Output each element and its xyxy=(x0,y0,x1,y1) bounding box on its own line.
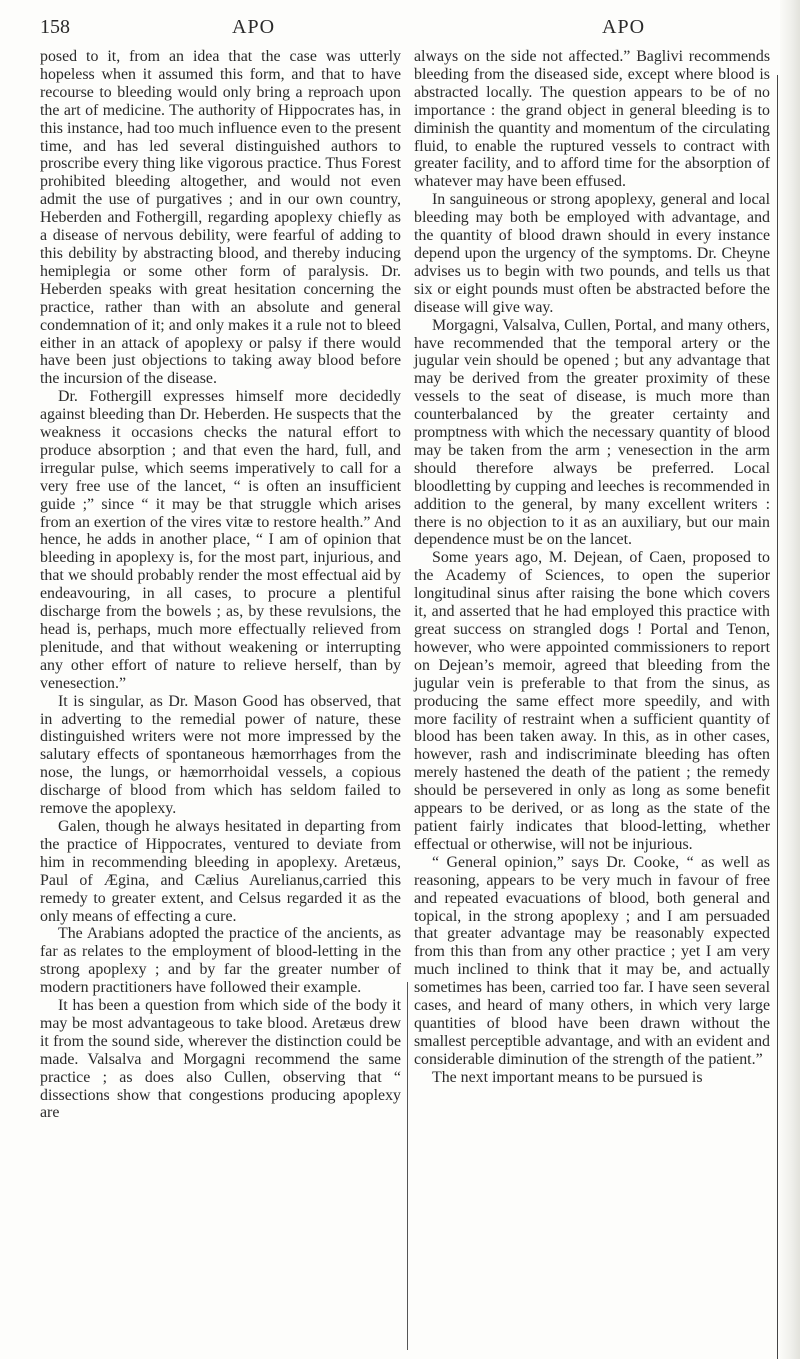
running-head-right: APO xyxy=(602,16,646,38)
right-column xyxy=(414,48,770,1087)
left-column xyxy=(40,48,401,1122)
column-divider xyxy=(407,982,408,1350)
paragraph: posed to it, from an idea that the case was utterly hopeless when it assumed this form, and that to have recourse to bleeding would only bring a reproach upon the art of medicine. The authority of Hippocrates has, in this instance, had too much influence even to the present time, and has led several distinguished authors to proscribe every thing like vigorous practice. Thus Forest prohibited bleeding altogether, and would not even admit the use of purgatives ; and in our own country, Heberden and Fothergill, regarding apoplexy chiefly as a disease of nervous debility, were fearful of adding to this debility by abstracting blood, and thereby inducing hemiplegia or some other form of paralysis. Dr. Heberden speaks with great hesitation concerning the practice, rather than with an absolute and general condemnation of it; and only makes it a rule not to bleed either in an attack of apoplexy or palsy if there would have been just objections to taking away blood before the incursion of the disease. xyxy=(40,48,401,388)
page-edge-shadow xyxy=(780,0,800,1359)
paragraph: Galen, though he always hesitated in departing from the practice of Hippocrates, ventured to deviate from him in recommending bleeding in apoplexy. Aretæus, Paul of Ægina, and Cælius Aurelianus,carried this remedy to greater extent, and Celsus regarded it as the only means of effecting a cure. xyxy=(40,817,401,925)
paragraph: always on the side not affected.” Baglivi recommends bleeding from the diseased side, except where blood is abstracted locally. The question appears to be of no importance : the grand object in general bleeding is to diminish the quantity and momentum of the circulating fluid, to enable the ruptured vessels to contract with greater facility, and to afford time for the absorption of whatever may have been effused. xyxy=(414,48,770,191)
page-edge-rule xyxy=(777,75,778,1359)
paragraph: The next important means to be pursued is xyxy=(432,1068,703,1086)
running-head-left: APO xyxy=(232,16,276,38)
paragraph: Some years ago, M. Dejean, of Caen, proposed to the Academy of Sciences, to open the superior longitudinal sinus after raising the bone which covers it, and asserted that he had employed this practice with great success on strangled dogs ! Portal and Tenon, however, who were appointed commissioners to report on Dejean’s memoir, agreed that bleeding from the jugular vein is preferable to that from the sinus, as producing the same effect more speedily, and with more facility of restraint when a sufficient quantity of blood has been taken away. In this, as in other cases, however, rash and indiscriminate bleeding has often merely hastened the death of the patient ; the remedy should be persevered in only as long as some benefit appears to be derived, or as long as the state of the patient fairly indicates that blood-letting, whether effectual or otherwise, will not be injurious. xyxy=(414,549,770,853)
running-header xyxy=(40,10,780,44)
page-number: 158 xyxy=(40,16,70,38)
paragraph: Dr. Fothergill expresses himself more decidedly against bleeding than Dr. Heberden. He suspects that the weakness it occasions checks the natural effort to produce absorption ; and that even the hard, full, and irregular pulse, which seems imperatively to call for a very free use of the lancet, “ is often an insufficient guide ;” since “ it may be that struggle which arises from an exertion of the vires vitæ to restore health.” And hence, he adds in another place, “ I am of opinion that bleeding in apoplexy is, for the most part, injurious, and that we should probably render the most effectual aid by endeavouring, in all cases, to procure a plentiful discharge from the bowels ; as, by these revulsions, the head is, perhaps, much more effectually relieved from plenitude, and that without weakening or interrupting any other effort of nature to relieve herself, than by venesection.” xyxy=(40,388,401,692)
paragraph: It has been a question from which side of the body it may be most advantageous to take blood. Aretæus drew it from the sound side, wherever the distinction could be made. Valsalva and Morgagni recommend the same practice ; as does also Cullen, observing that “ dissections show that congestions producing apoplexy are xyxy=(40,997,401,1122)
paragraph: Morgagni, Valsalva, Cullen, Portal, and many others, have recommended that the temporal artery or the jugular vein should be opened ; but any advantage that may be derived from the greater proximity of these vessels to the seat of disease, is much more than counterbalanced by the greater certainty and promptness with which the necessary quantity of blood may be taken from the arm ; venesection in the arm should therefore always be preferred. Local bloodletting by cupping and leeches is recommended in addition to the general, by many excellent writers : there is no objection to it as an auxiliary, but our main dependence must be on the lancet. xyxy=(414,316,770,549)
paragraph: The Arabians adopted the practice of the ancients, as far as relates to the employment of blood-letting in the strong apoplexy ; and by far the greater number of modern practitioners have followed their example. xyxy=(40,925,401,997)
paragraph: It is singular, as Dr. Mason Good has observed, that in adverting to the remedial power of nature, these distinguished writers were not more impressed by the salutary effects of spontaneous hæmorrhages from the nose, the lungs, or hæmorrhoidal vessels, a copious discharge of blood from which has seldom failed to remove the apoplexy. xyxy=(40,692,401,818)
paragraph: “ General opinion,” says Dr. Cooke, “ as well as reasoning, appears to be very much in favour of free and repeated evacuations of blood, both general and topical, in the strong apoplexy ; and I am persuaded that greater advantage may be reasonably expected from this than from any other practice ; yet I am very much inclined to think that it may be, and actually sometimes has been, carried too far. I have seen several cases, and heard of many others, in which very large quantities of blood have been drawn without the smallest perceptible advantage, and with an evident and considerable diminution of the strength of the patient.” xyxy=(414,853,770,1068)
paragraph: In sanguineous or strong apoplexy, general and local bleeding may both be employed with advantage, and the quantity of blood drawn should in every instance depend upon the urgency of the symptoms. Dr. Cheyne advises us to begin with two pounds, and tells us that six or eight pounds must often be abstracted before the disease will give way. xyxy=(414,191,770,316)
